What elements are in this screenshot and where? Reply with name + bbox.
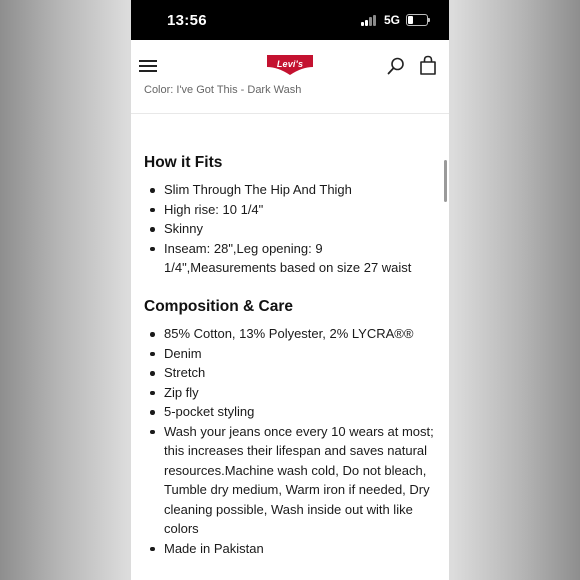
list-item: Inseam: 28",Leg opening: 9 1/4",Measurements based on size 27 waist: [131, 239, 436, 278]
bullet-icon: [150, 547, 155, 552]
bullet-icon: [150, 430, 155, 435]
battery-icon: [406, 14, 428, 26]
list-item: Stretch: [131, 363, 436, 383]
status-time: 13:56: [167, 12, 207, 29]
bullet-icon: [150, 391, 155, 396]
list-item: Skinny: [131, 219, 436, 239]
composition-care-heading: Composition & Care: [144, 298, 293, 315]
product-color-label: Color: I've Got This - Dark Wash: [144, 84, 302, 96]
list-item: 85% Cotton, 13% Polyester, 2% LYCRA®®: [131, 324, 436, 344]
network-label: 5G: [384, 13, 401, 27]
signal-icon: [361, 15, 377, 26]
bullet-icon: [150, 352, 155, 357]
menu-icon[interactable]: [139, 60, 157, 72]
site-header: [131, 40, 449, 90]
list-item: High rise: 10 1/4": [131, 200, 436, 220]
scrollbar[interactable]: [444, 160, 447, 202]
list-item: Wash your jeans once every 10 wears at most; this increases their lifespan and saves natural resources.Machine wash cold, Do not bleach, Tumble dry medium, Warm iron if needed, Dry cleaning possible, Wash inside out with like colors: [131, 422, 436, 539]
brand-logo[interactable]: [266, 54, 314, 76]
bullet-icon: [150, 188, 155, 193]
phone-screen: [131, 0, 449, 580]
divider: [131, 113, 449, 114]
list-item: Zip fly: [131, 383, 436, 403]
bullet-icon: [150, 371, 155, 376]
list-item: Made in Pakistan: [131, 539, 436, 559]
how-it-fits-heading: How it Fits: [144, 154, 223, 171]
bullet-icon: [150, 332, 155, 337]
composition-care-list: [131, 324, 436, 558]
bag-icon[interactable]: [419, 55, 437, 75]
list-item: Denim: [131, 344, 436, 364]
status-bar: [131, 0, 449, 40]
bullet-icon: [150, 247, 155, 252]
bullet-icon: [150, 208, 155, 213]
brand-logo-text: Levi's: [276, 59, 304, 69]
bullet-icon: [150, 410, 155, 415]
how-it-fits-list: [131, 180, 436, 278]
list-item: 5-pocket styling: [131, 402, 436, 422]
bullet-icon: [150, 227, 155, 232]
list-item: Slim Through The Hip And Thigh: [131, 180, 436, 200]
search-icon[interactable]: [387, 57, 405, 75]
